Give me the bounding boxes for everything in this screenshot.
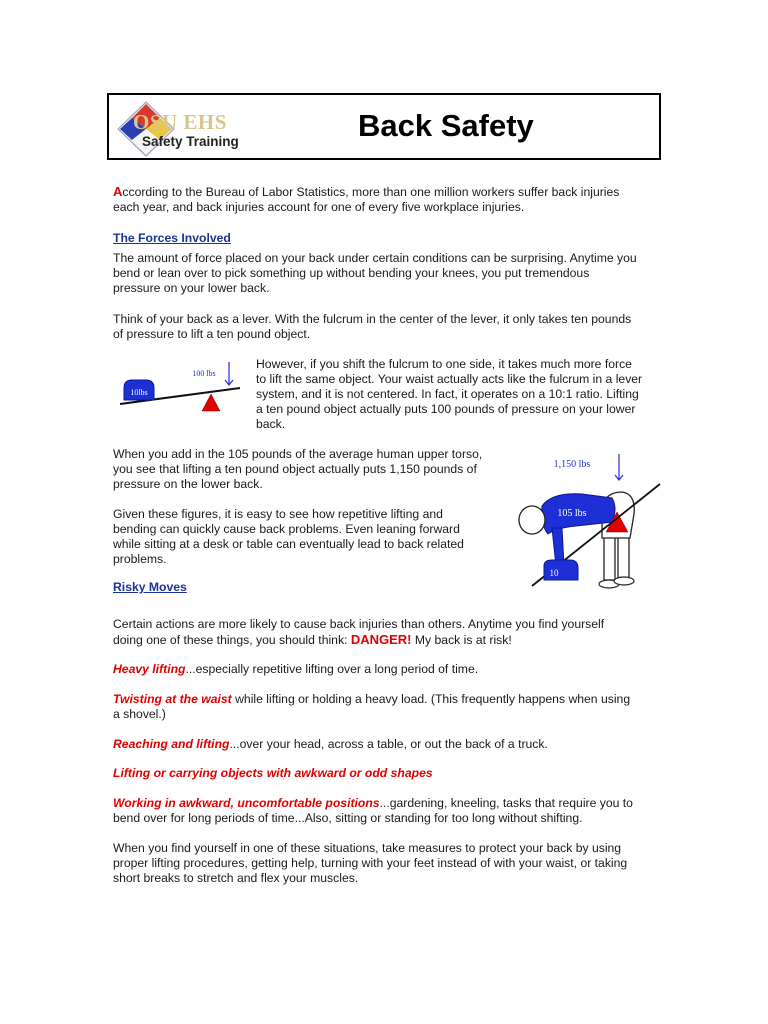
text-line: bend or lean over to pick something up without bending your knees, you put tremendous (113, 266, 590, 280)
risky-item-label: Reaching and lifting (113, 737, 230, 751)
risky-item-text: ...especially repetitive lifting over a long period of time. (185, 662, 479, 676)
text-line: you see that lifting a ten pound object actually puts 1,150 pounds of (113, 462, 477, 476)
closing-paragraph (113, 841, 627, 886)
body-force-label: 1,150 lbs (553, 459, 591, 470)
text-line: while sitting at a desk or table can eventually lead to back related (113, 537, 464, 551)
text-line: The amount of force placed on your back under certain conditions can be surprising. Anytime you (113, 251, 637, 265)
intro-line-1: ccording to the Bureau of Labor Statistics, more than one million workers suffer back injuries (122, 185, 620, 199)
text-line: bending can quickly cause back problems. Even leaning forward (113, 522, 460, 536)
section-heading-risky: Risky Moves (113, 580, 187, 594)
logo-subtitle: Safety Training (142, 134, 239, 149)
lever-force-label: 100 lbs (192, 369, 216, 378)
forces-paragraph-5 (113, 507, 464, 567)
forces-paragraph-1 (113, 251, 637, 296)
risky-item-label: Working in awkward, uncomfortable positions (113, 796, 380, 810)
text-line: My back is at risk! (411, 633, 512, 647)
text-line: Certain actions are more likely to cause back injuries than others. Anytime you find yourself (113, 617, 605, 631)
intro-paragraph (113, 184, 619, 215)
risky-item-awkward-shapes (113, 766, 433, 781)
text-line: pressure on the lower back. (113, 477, 263, 491)
torso-label: 105 lbs (557, 508, 587, 519)
logo-title: OSU EHS (133, 110, 227, 134)
body-weight-label: 10 (549, 568, 559, 578)
forces-paragraph-2 (113, 312, 631, 342)
risky-item-text: ...gardening, kneeling, tasks that require you to (379, 796, 633, 810)
text-line: When you add in the 105 pounds of the average human upper torso, (113, 447, 483, 461)
leg-back (604, 534, 615, 580)
risky-item-awkward-positions (113, 796, 633, 826)
risky-item-reaching (113, 737, 548, 752)
forces-paragraph-4 (113, 447, 482, 492)
text-line: proper lifting procedures, getting help, turning with your feet instead of with your waist, or taking (113, 856, 628, 870)
text-line: system, and it is not centered. In fact, it operates on a 10:1 ratio. Lifting (256, 387, 639, 401)
risky-item-heavy-lifting (113, 662, 478, 677)
risky-item-label: Lifting or carrying objects with awkward or odd shapes (113, 766, 433, 780)
leg-front (618, 534, 629, 578)
intro-line-2: each year, and back injuries account for one of every five workplace injuries. (113, 200, 525, 214)
text-line: doing one of these things, you should think: (113, 633, 351, 647)
risky-item-label: Twisting at the waist (113, 692, 232, 706)
text-line: pressure on your lower back. (113, 281, 270, 295)
section-heading-forces: The Forces Involved (113, 231, 231, 245)
text-line: Given these figures, it is easy to see how repetitive lifting and (113, 507, 443, 521)
text-line: short breaks to stretch and flex your muscles. (113, 871, 359, 885)
risky-item-text: bend over for long periods of time...Also, sitting or standing for too long without shifting. (113, 811, 583, 825)
danger-label: DANGER! (350, 632, 412, 647)
text-line: Think of your back as a lever. With the fulcrum in the center of the lever, it only takes ten pounds (113, 312, 632, 326)
risky-item-text: a shovel.) (113, 707, 166, 721)
risky-item-label: Heavy lifting (113, 662, 186, 676)
risky-item-text: ...over your head, across a table, or out the back of a truck. (229, 737, 548, 751)
lever-weight-label: 10lbs (130, 388, 148, 397)
text-line: a ten pound object actually puts 100 pounds of pressure on your lower (256, 402, 636, 416)
fulcrum-icon (202, 394, 220, 411)
foot-front (614, 577, 634, 585)
dropcap: A (113, 184, 123, 199)
risky-intro (113, 617, 604, 648)
head (519, 506, 545, 534)
text-line: to lift the same object. Your waist actually acts like the fulcrum in a lever (256, 372, 643, 386)
text-line: of pressure to lift a ten pound object. (113, 327, 311, 341)
text-line: problems. (113, 552, 167, 566)
text-line: However, if you shift the fulcrum to one side, it takes much more force (256, 357, 632, 371)
page-title: Back Safety (358, 108, 534, 143)
bending-person-figure (512, 448, 662, 596)
text-line: back. (256, 417, 286, 431)
risky-item-twisting (113, 692, 630, 722)
risky-item-text: while lifting or holding a heavy load. (This frequently happens when using (231, 692, 631, 706)
text-line: When you find yourself in one of these situations, take measures to protect your back by using (113, 841, 622, 855)
lever-figure (118, 358, 242, 420)
forces-paragraph-3 (256, 357, 642, 432)
